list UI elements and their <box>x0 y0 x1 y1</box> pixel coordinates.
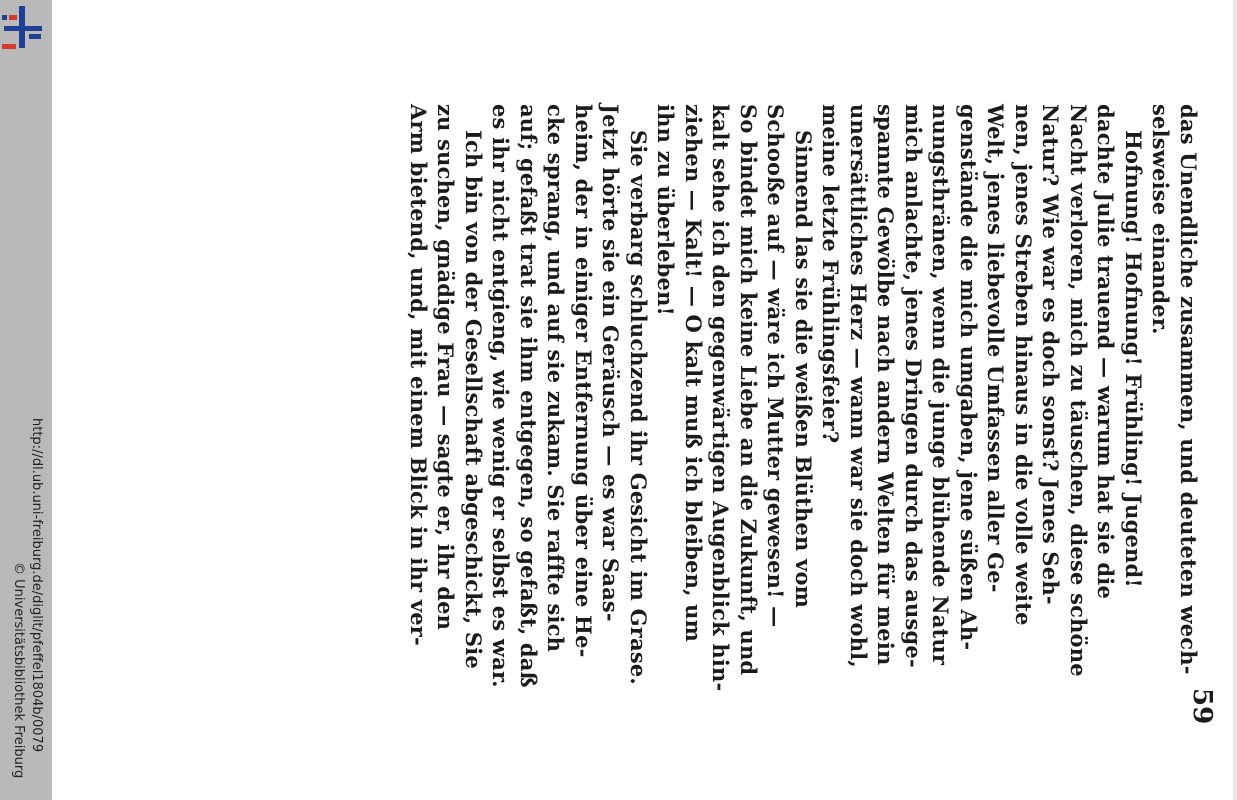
text-line: unersättliches Herz — wann war sie doch wohl, <box>846 104 871 668</box>
text-line: Schooße auf — wäre ich Mutter gewesen! — <box>763 104 789 628</box>
text-line: meine letzte Frühlingsfeier? <box>818 104 844 444</box>
sidebar-text <box>0 0 52 800</box>
text-line: genstände die mich umgaben, jene süßen Ah- <box>956 104 981 651</box>
text-line: Sinnend las sie die weißen Blüthen vom <box>791 130 816 609</box>
text-line: auf; gefaßt trat sie ihm entgegen, so gefaßt, daß <box>516 104 541 688</box>
text-line: Hofnung! Hofnung! Frühling! Jugend! <box>1121 130 1146 588</box>
text-line: es ihr nicht entgieng, wie wenig er selbst es war. <box>488 104 514 688</box>
text-line: mich anlachte, jenes Dringen durch das ausge- <box>901 104 926 668</box>
text-line: Sie verbarg schluchzend ihr Gesicht im Grase. <box>626 130 651 685</box>
text-line: So bindet mich keine Liebe an die Zukunft, und <box>736 104 761 676</box>
text-line: zu suchen, gnädige Frau — sagte er, ihr den <box>433 104 459 631</box>
text-line: dachte Julie trauend — warum hat sie die <box>1093 104 1119 600</box>
text-line: Natur? Wie war es doch sonst? Jenes Seh- <box>1038 104 1064 605</box>
text-line: nungsthränen, wenn die junge blühende Natur <box>928 104 954 666</box>
text-line: Nacht verloren, mich zu täuschen, diese schöne <box>1066 104 1091 677</box>
copyright-text: © Universitätsbibliothek Freiburg <box>11 562 26 779</box>
text-line: heim, der in einiger Entfernung über eine He- <box>571 104 596 658</box>
page-number: 59 <box>1187 688 1217 725</box>
text-line: Jetzt hörte sie ein Geräusch — es war Saas- <box>598 104 624 622</box>
text-line: Welt, jenes liebevolle Umfassen aller Ge- <box>983 104 1009 593</box>
source-url-text: http://dl.ub.uni-freiburg.de/diglit/pfeffel1804b/0079 <box>29 418 44 753</box>
text-line: das Unendliche zusammen, und deuteten wech- <box>1176 104 1201 675</box>
text-line: Arm bietend, und, mit einem Blick in ihr ver- <box>406 104 431 646</box>
page-edge <box>1233 0 1237 800</box>
text-line: cke sprang, und auf sie zukam. Sie raffte sich <box>543 104 569 653</box>
text-line: spannte Gewölbe nach andern Welten für mein <box>873 104 899 666</box>
text-line: Ich bin von der Gesellschaft abgeschickt, Sie <box>461 130 486 669</box>
text-line: ihn zu überleben! <box>653 104 679 316</box>
text-line: ziehen — Kalt! — O kalt muß ich bleiben, um <box>681 104 706 643</box>
page-content <box>202 0 1237 800</box>
text-line: kalt sehe ich den gegenwärtigen Augenblick hin- <box>708 104 734 692</box>
sidebar <box>0 0 52 800</box>
text-line: nen, jenes Streben hinaus in die volle weite <box>1011 104 1036 626</box>
text-line: selsweise einander. <box>1148 104 1174 335</box>
page-text-block <box>405 104 1203 744</box>
scanned-page <box>52 0 1237 800</box>
